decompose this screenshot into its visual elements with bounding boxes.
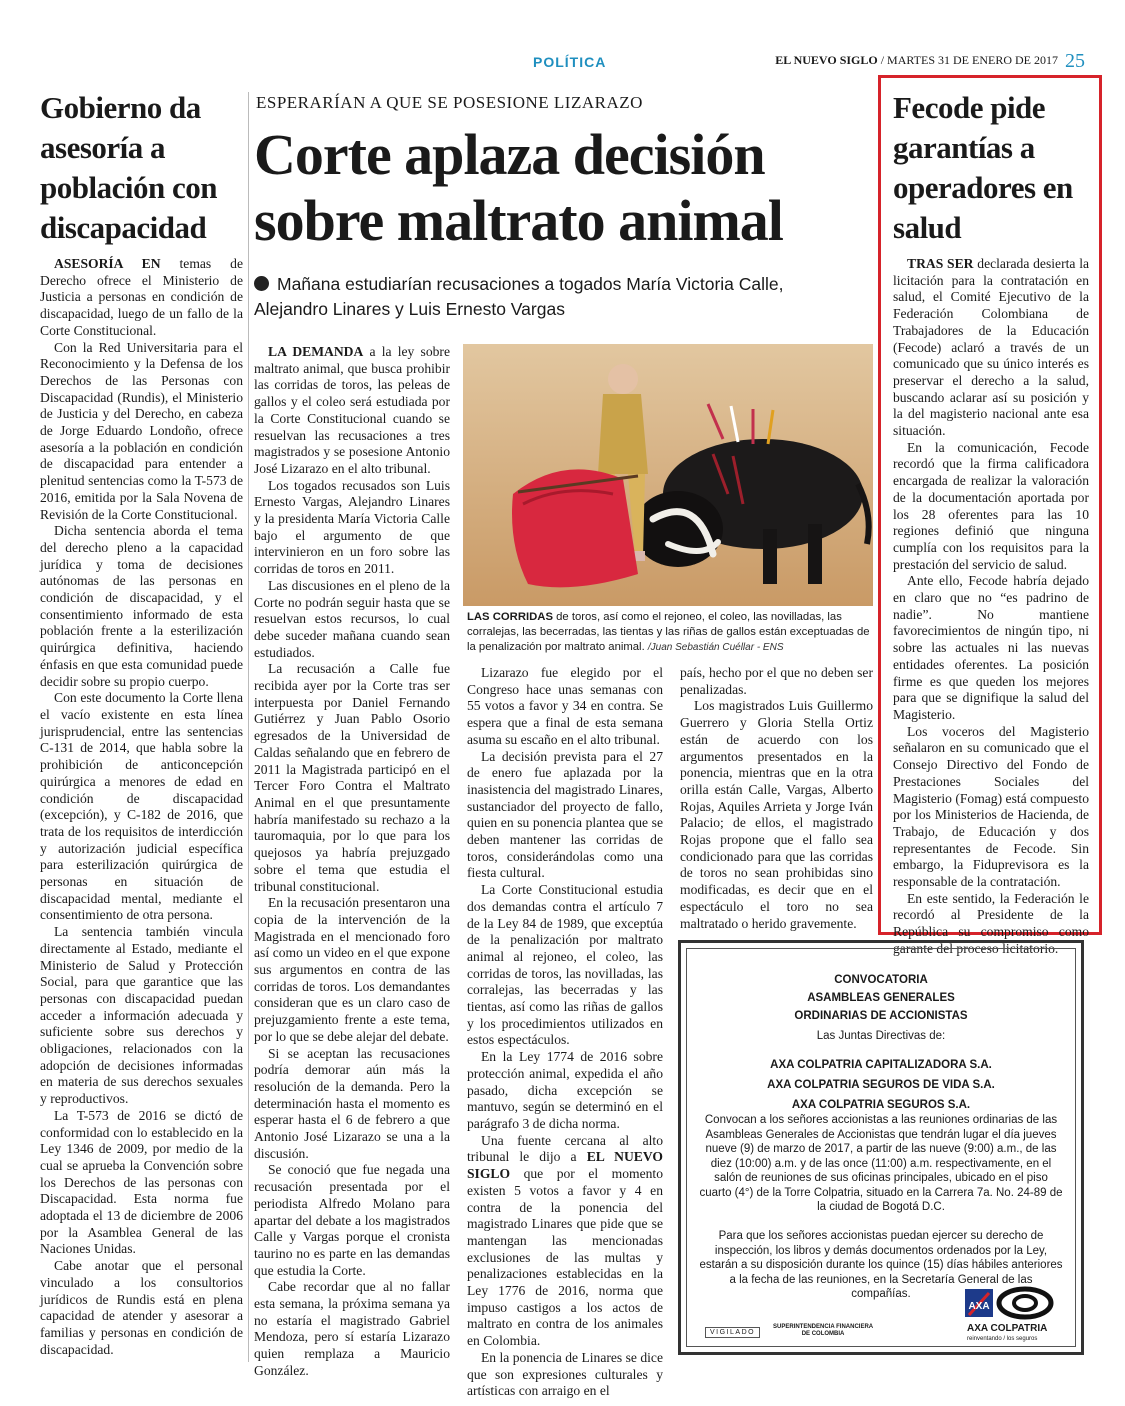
bullet-icon bbox=[254, 276, 269, 291]
main-story-kicker: ESPERARÍAN A QUE SE POSESIONE LIZARAZO bbox=[256, 93, 643, 112]
main-story-column-2 bbox=[467, 665, 663, 1399]
article-paragraph: TRAS SER declarada desierta la licitación para la contratación en salud, el Comité Ejecutivo de la Federación Colombiana de Trabajadores de la Educación (Fecode) aclaró a través de un comunicado que su único interés es preservar el derecho a la salud, buscando aclarar así su posición y la del magisterio nacional ante esa situación. bbox=[893, 256, 1089, 439]
photo-credit: /Juan Sebastián Cuéllar - ENS bbox=[647, 642, 784, 653]
article-paragraph: La decisión prevista para el 27 de enero fue aplazada por la inasistencia del magistrado Linares, sustanciador del proyecto de fallo, quien en su ponencia plantea que se deben mantener las corridas de toros, considerándolas como una fiesta cultural. bbox=[467, 748, 663, 881]
article-paragraph: En la Ley 1774 de 2016 sobre protección animal, expedida el año pasado, dicha excepción se mantuvo, según se determinó en el parágrafo 3 de dicha norma. bbox=[467, 1049, 663, 1131]
ad-company: AXA COLPATRIA SEGUROS DE VIDA S.A. bbox=[767, 1079, 995, 1091]
axa-colpatria-logo bbox=[955, 1287, 1063, 1347]
article-paragraph: Cabe recordar que al no fallar esta semana, la próxima semana ya no estaría el magistrado Gabriel Mendoza, pero sí estaría Lizarazo quien remplaza a Mauricio González. bbox=[254, 1279, 450, 1378]
axa-logo-text: AXA bbox=[968, 1301, 990, 1312]
axa-colpatria-logo-icon bbox=[955, 1287, 1063, 1323]
ad-company: AXA COLPATRIA SEGUROS S.A. bbox=[791, 1099, 971, 1111]
article-paragraph: Se conoció que fue negada una recusación presentada por el periodista Alfredo Molano para apartar del debate a los magistrados Calle y Vargas porque el cronista taurino no es parte en las demandas que estudia la Corte. bbox=[254, 1162, 450, 1278]
article-paragraph: Dicha sentencia aborda el tema del derecho pleno a la capacidad jurídica y toma de decisiones autónomas de las personas en condición de discapacidad, y el consentimiento informado de esta población frente a la esterilización quirúrgica definitiva, haciendo énfasis en que esta comunidad puede decidir sobre su propio cuerpo. bbox=[40, 523, 243, 689]
ad-title: CONVOCATORIA ASAMBLEAS GENERALES ORDINARIAS DE ACCIONISTAS bbox=[794, 974, 968, 1022]
main-story-column-1 bbox=[254, 344, 450, 1378]
newspaper-name: EL NUEVO SIGLO bbox=[775, 53, 878, 67]
article-paragraph: país, hecho por el que no deben ser penalizadas. bbox=[680, 665, 873, 697]
article-paragraph: Los magistrados Luis Guillermo Guerrero y Gloria Stella Ortiz están de acuerdo con los argumentos presentados en la ponencia, mientras que en la otra orilla están Calle, Vargas, Alberto Rojas, Aquiles Arrieta y Jorge Iván Palacio; de ellos, el magistrado Rojas propone que el fallo sea condicionado para que las corridas de toros no sean prohibidas sino modificadas, es decir que en el espectáculo el toro no sea maltratado o herido gravemente. bbox=[680, 698, 873, 931]
main-story-column-3 bbox=[680, 665, 873, 931]
superintendencia-label: SUPERINTENDENCIA FINANCIERA DE COLOMBIA bbox=[773, 1324, 874, 1337]
main-story-title: Corte aplaza decisión sobre maltrato animal bbox=[254, 122, 783, 253]
right-story-title: Fecode pide garantías a operadores en salud bbox=[893, 90, 1073, 245]
page-number: 25 bbox=[1065, 50, 1085, 72]
article-paragraph: Los voceros del Magisterio señalaron en su comunicado que el Consejo Directivo del Fondo de Prestaciones Sociales del Magisterio (Fomag) está compuesto por los Ministerios de Hacienda, de Trabajo, de Educación y dos representantes de Fecode. Sin embargo, la Fiduprevisora es la responsable de la contratación. bbox=[893, 723, 1089, 890]
article-paragraph: En este sentido, la Federación le recordó al Presidente de la República su compromiso como garante del proceso licitatorio. bbox=[893, 890, 1089, 956]
article-paragraph: En la comunicación, Fecode recordó que la firma calificadora encargada de realizar la valoración de la documentación aportada por los 28 oferentes para las 10 regiones definió que ninguna cumplía con los requisitos para la prestación del servicio de salud. bbox=[893, 439, 1089, 572]
ad-company-list bbox=[699, 1055, 1063, 1115]
ad-subtitle: Las Juntas Directivas de: bbox=[816, 1030, 946, 1042]
article-paragraph: Los togados recusados son Luis Ernesto Vargas, Alejandro Linares y la presidenta María Victoria Calle bajo el argumento de que intervinieron en un foro sobre las corridas de toros en 2011. bbox=[254, 477, 450, 577]
ad-inner-frame bbox=[686, 948, 1076, 1347]
advertisement-box bbox=[678, 940, 1084, 1355]
article-paragraph: En la ponencia de Linares se dice que son expresiones culturales y artísticas con arraigo en el bbox=[467, 1349, 663, 1399]
vigilado-label: VIGILADO bbox=[705, 1327, 760, 1338]
article-paragraph: Ante ello, Fecode habría dejado en claro que no “es padrino de nadie”. No mantiene favorecimientos de ningún tipo, ni sobre las actuales ni las nuevas entidades oferentes. La posición firme es que queden los mejores para que se dignifique la salud del Magisterio. bbox=[893, 573, 1089, 722]
ad-company: AXA COLPATRIA CAPITALIZADORA S.A. bbox=[770, 1059, 992, 1071]
lead-in: LA DEMANDA bbox=[268, 344, 364, 359]
article-paragraph: LA DEMANDA a la ley sobre maltrato animal, que busca prohibir las corridas de toros, las peleas de gallos y el coleo será estudiada por la Corte Constitucional cuando se resuelvan las recusaciones a tres magistrados y se posesione Antonio José Lizarazo en el alto tribunal. bbox=[254, 344, 450, 476]
photo-caption: LAS CORRIDAS de toros, así como el rejoneo, el coleo, las novilladas, las corralejas, las becerradas, las tientas y las riñas de gallos están exceptuadas de la penalización por maltrato animal. /Juan Sebastián Cuéllar - ENS bbox=[467, 611, 870, 653]
lead-in: ASESORÍA EN bbox=[54, 256, 161, 271]
article-paragraph: Las discusiones en el pleno de la Corte no podrán seguir hasta que se resuelvan estos recursos, lo cual debe suceder mañana cuando sean estudiados. bbox=[254, 577, 450, 660]
masthead-info bbox=[775, 50, 1085, 73]
article-paragraph: Con la Red Universitaria para el Reconocimiento y la Defensa de los Derechos de las Personas con Discapacidad (Rundis), el Ministerio de Justicia y del Derecho, en cabeza de Jorge Eduardo Londoño, ofrece asesoría a la población en condición de discapacidad para entender a plenitud sentencias como la T-573 de 2016, emitida por la Sala Novena de Revisión de la Corte Constitucional. bbox=[40, 339, 243, 522]
right-story-body bbox=[893, 256, 1089, 956]
bullfight-illustration bbox=[463, 344, 873, 606]
column-divider bbox=[248, 92, 249, 1362]
article-paragraph: La Corte Constitucional estudia dos demandas contra el artículo 7 de la Ley 84 de 1989, que exceptúa de la penalización por maltrato animal al rejoneo, el coleo, las corridas de toros, las novilladas, las corralejas, las becerradas y las tientas, así como las riñas de gallos y los procedimientos utilizados en estos espectáculos. bbox=[467, 882, 663, 1048]
section-label: POLÍTICA bbox=[533, 54, 607, 70]
ad-brand-name: AXA COLPATRIA bbox=[967, 1323, 1048, 1334]
ad-tagline: reinventando / los seguros bbox=[967, 1336, 1038, 1342]
ad-paragraph: Para que los señores accionistas puedan ejercer su derecho de inspección, los libros y demás documentos ordenados por la Ley, estarán a su disposición durante los quince (15) días hábiles anteriores a la fecha de las reuniones, en la Secretaría General de las compañías. bbox=[699, 1230, 1063, 1300]
caption-lead: LAS CORRIDAS bbox=[467, 611, 553, 623]
newspaper-mention: EL NUEVO SIGLO bbox=[467, 1149, 663, 1182]
article-paragraph: La sentencia también vincula directamente al Estado, mediante el Ministerio de Salud y Protección Social, para que garantice que las personas con discapacidad puedan acceder a información adecuada y suficiente sobre sus derechos y obligaciones, relacionados con la adopción de decisiones informadas en materia de sus derechos sexuales y reproductivos. bbox=[40, 924, 243, 1107]
bullfight-photo bbox=[463, 344, 873, 606]
lead-in: TRAS SER bbox=[907, 256, 974, 271]
article-paragraph: ASESORÍA EN temas de Derecho ofrece el Ministerio de Justicia a personas en condición de discapacidad, luego de un fallo de la Corte Constitucional. bbox=[40, 256, 243, 338]
left-story-title: Gobierno da asesoría a población con discapacidad bbox=[40, 90, 217, 245]
article-paragraph: La T-573 de 2016 se dictó de conformidad con lo establecido en la Ley 1346 de 2009, por medio de la cual se aprueba la Convención sobre los Derechos de las personas con Discapacidad. Esta norma fue adoptada el 13 de diciembre de 2006 por la Asamblea General de las Naciones Unidas. bbox=[40, 1107, 243, 1257]
article-paragraph: Lizarazo fue elegido por el Congreso hace unas semanas con 55 votos a favor y 34 en contra. Se espera que a final de esta semana asuma su escaño en el alto tribunal. bbox=[467, 665, 663, 747]
left-story-body bbox=[40, 256, 243, 1366]
ad-paragraph: Convocan a los señores accionistas a las reuniones ordinarias de las Asambleas Generales de Accionistas que tendrán lugar el día jueves nueve (9) de marzo de 2017, a partir de las nueve (9:00) a.m., de las diez (10:00) a.m. y de las once (11:00) a.m. respectivamente, en el salón de reuniones de sus oficinas principales, ubicado en el piso cuarto (4°) de la Torre Colpatria, situado en la Carrera 7a. No. 24-89 de la ciudad de Bogotá D.C. bbox=[699, 1114, 1063, 1213]
publication-date: / MARTES 31 DE ENERO DE 2017 bbox=[880, 53, 1058, 67]
article-paragraph: En la recusación presentaron una copia de la intervención de la Magistrada en el mencionado foro así como un video en el que expone sus argumentos en contra de las corridas de toros. Los demandantes consideran que es un claro caso de prejuzgamiento frente a este tema, por lo que se debe alejar del debate. bbox=[254, 895, 450, 1044]
article-paragraph: Si se aceptan las recusaciones podría demorar aún más la resolución de la demanda. Pero la determinación hasta el momento es esperar hasta el 6 de febrero a que Antonio José Lizarazo se una a la discusión. bbox=[254, 1045, 450, 1161]
article-paragraph: Cabe anotar que el personal vinculado a los consultorios jurídicos de Rundis está en plena capacidad de atender y asesorar a familias y personas en condición de discapacidad. bbox=[40, 1258, 243, 1357]
article-paragraph: La recusación a Calle fue recibida ayer por la Corte tras ser interpuesta por Daniel Fernando Gutiérrez y Juan Pablo Osorio egresados de la Universidad de Caldas señalando que en febrero de 2011 la Magistrada participó en el Tercer Foro Contra el Maltrato Animal en el que presuntamente habría manifestado su rechazo a la tauromaquia, por lo que para los quejosos ya habría prejuzgado sobre el tema que estudia el tribunal constitucional. bbox=[254, 661, 450, 894]
article-paragraph: Con este documento la Corte llena el vacío existente en esta línea jurisprudencial, entre las sentencias C-131 de 2014, que habla sobre la prohibición de anticoncepción quirúrgica a menores de edad en condición de discapacidad (excepción), y C-182 de 2016, que trata de los requisitos de interdicción y autorización judicial específica para esterilización quirúrgica de personas en situación de discapacidad mental, mediante el consentimiento de otra persona. bbox=[40, 690, 243, 923]
main-story-subhead: Mañana estudiarían recusaciones a togados María Victoria Calle, Alejandro Linares y Luis Ernesto Vargas bbox=[254, 274, 784, 319]
article-paragraph: Una fuente cercana al alto tribunal le dijo a EL NUEVO SIGLO que por el momento existen 5 votos a favor y 4 en contra de la ponencia del magistrado Linares que pide que se mantengan las mencionadas exclusiones de las multas y penalizaciones establecidas en la Ley 1776 de 2016, norma que impuso castigos a los actos de maltrato en contra de los animales en Colombia. bbox=[467, 1132, 663, 1349]
